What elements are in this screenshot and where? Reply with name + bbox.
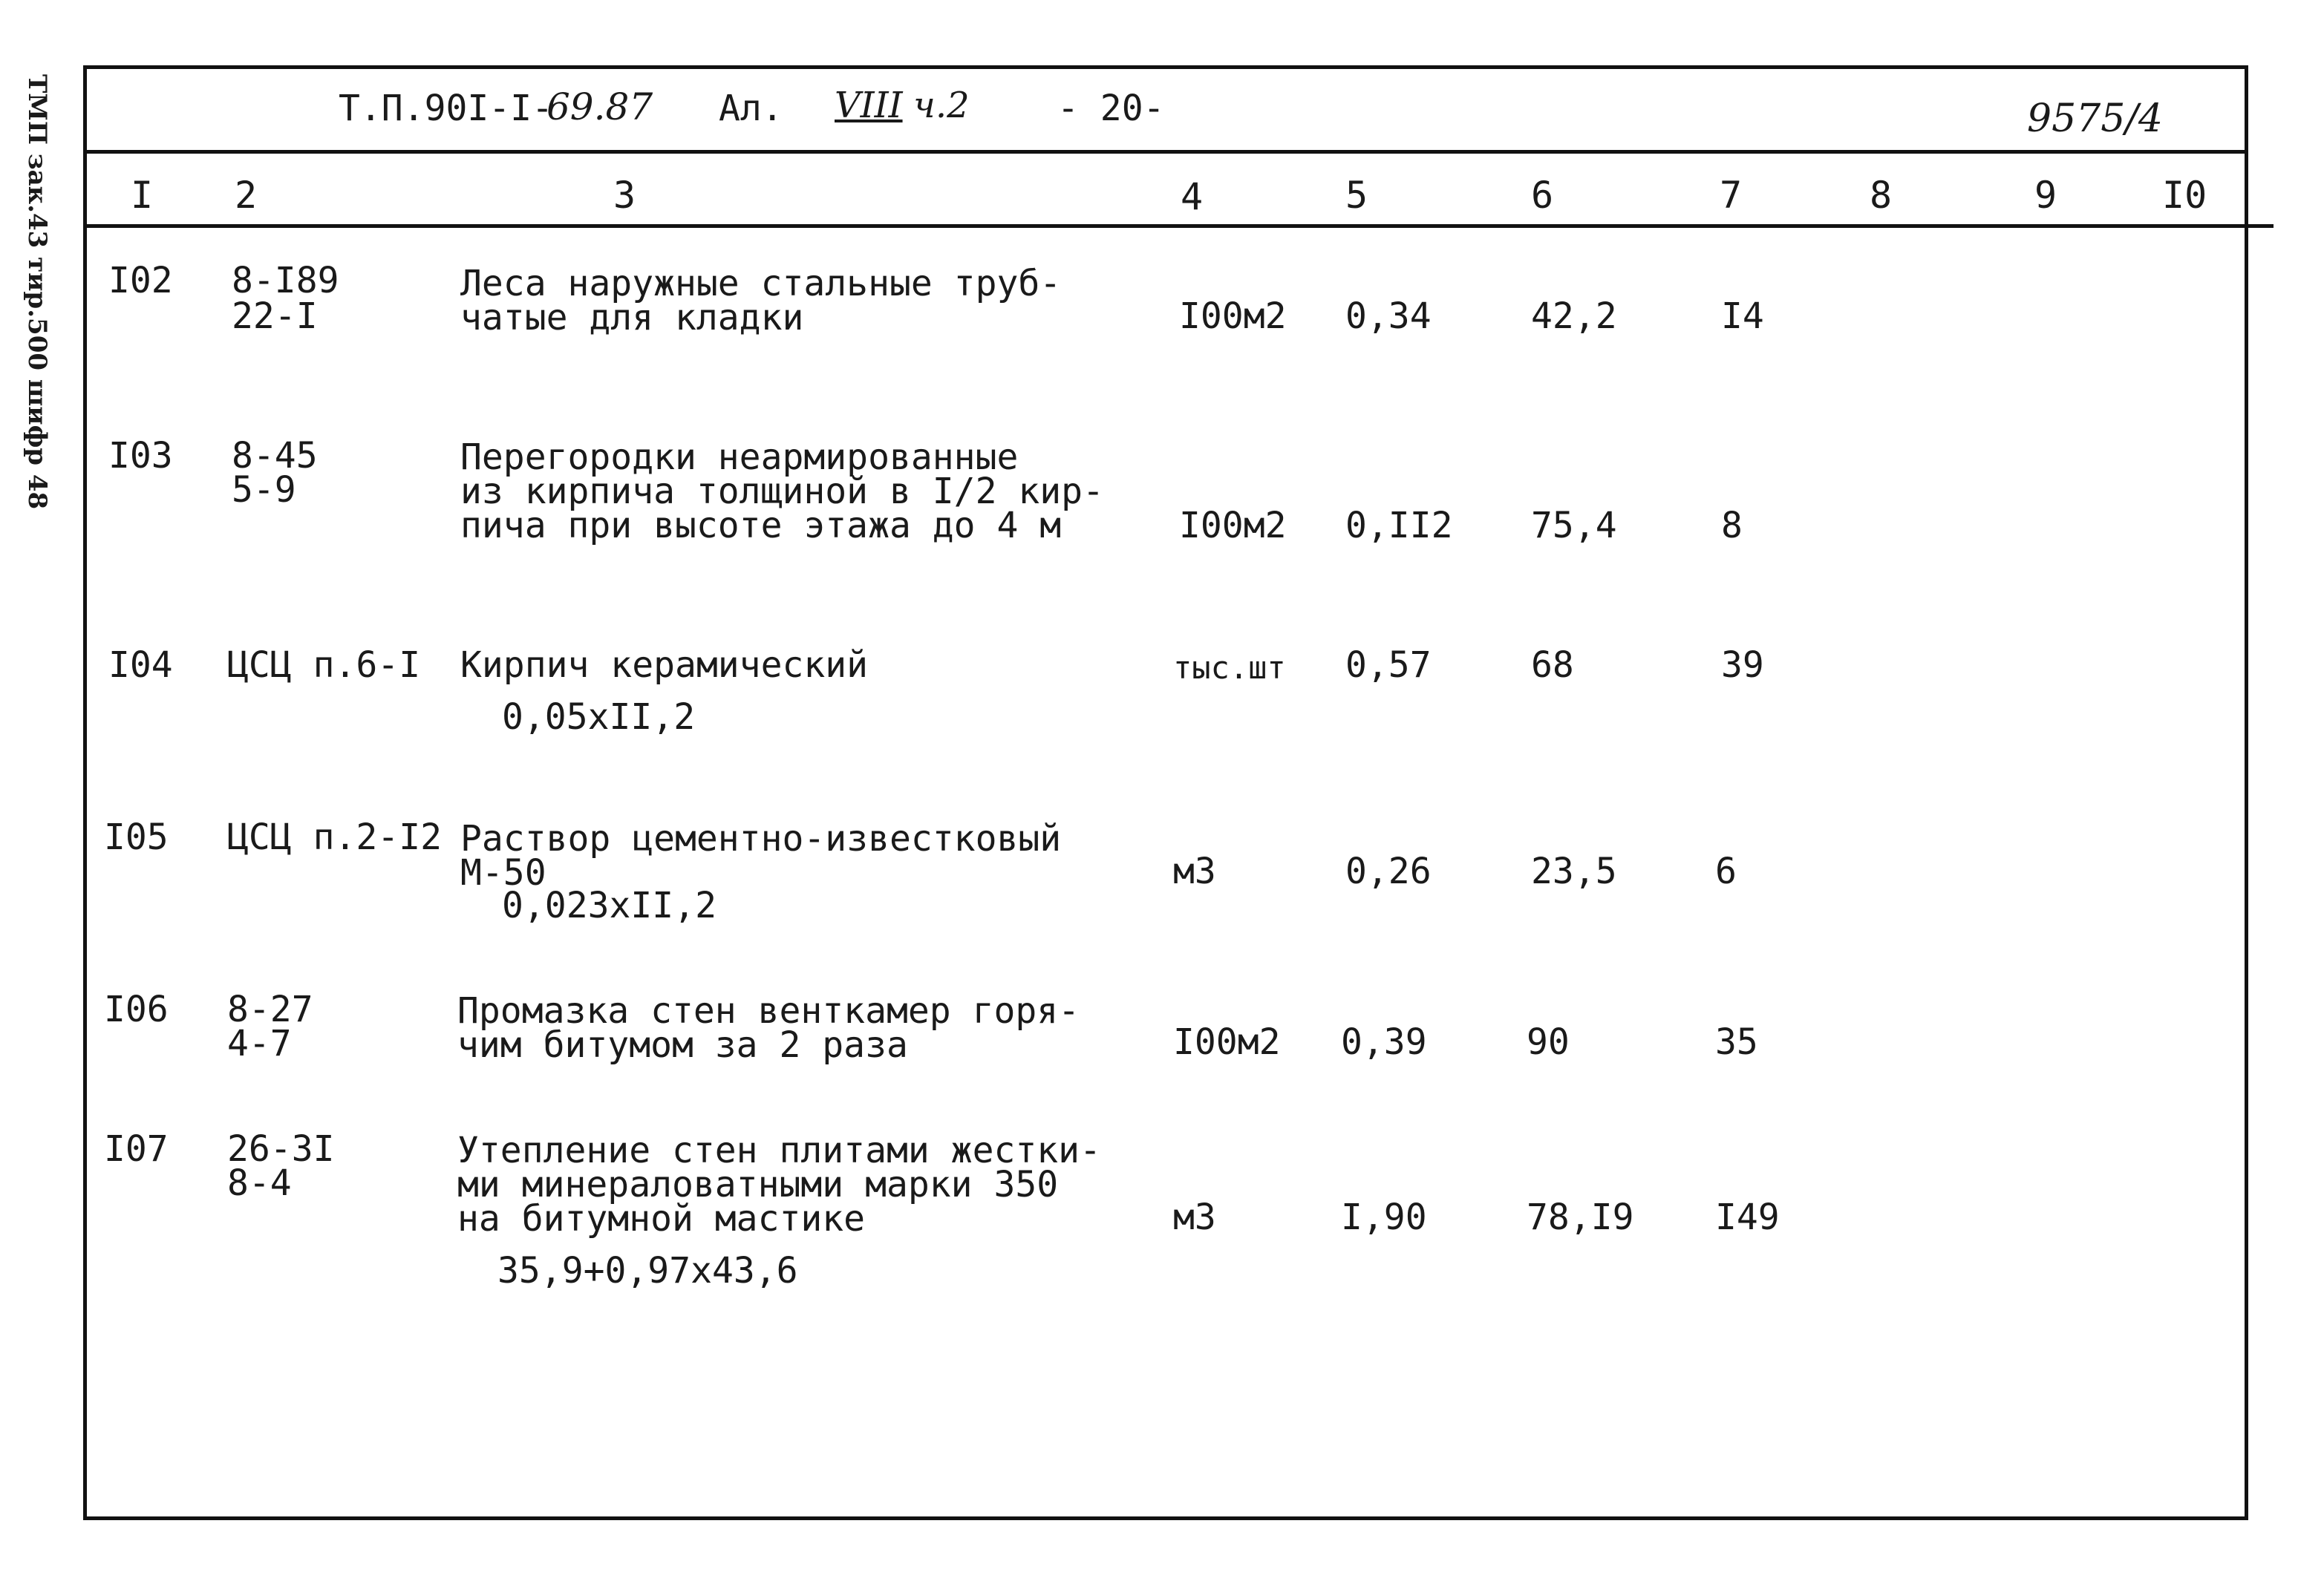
row-number: I05 [104,816,169,858]
column-header-7: 7 [1720,174,1743,217]
column-header-2: 2 [235,174,258,217]
row-number: I04 [108,644,173,686]
table-frame [83,65,2248,1520]
row-description-line: из кирпича толщиной в I/2 кир- [460,471,1104,512]
row-code-line: 22-I [232,295,318,337]
column-header-divider [83,224,2274,228]
row-formula: 0,023xII,2 [502,885,717,926]
row-quantity: 0,II2 [1345,505,1453,546]
row-number: I02 [108,260,173,301]
row-description-line: Утепление стен плитами жестки- [457,1130,1101,1171]
row-description-line: чатые для кладки [460,297,804,338]
row-price: 75,4 [1531,505,1617,546]
row-number: I03 [108,435,173,477]
row-code-line: ЦСЦ п.2-I2 [227,816,442,858]
row-code-line: ЦСЦ п.6-I [227,644,421,686]
row-description-line: Промазка стен венткамер горя- [457,990,1080,1032]
row-formula: 35,9+0,97x43,6 [497,1250,798,1292]
doc-ref-handwritten: 69.87 [546,85,653,128]
side-stamp [22,74,67,510]
album-label: Ал. [719,88,783,129]
row-total: 35 [1715,1021,1758,1063]
row-price: 23,5 [1531,851,1617,892]
row-description-line: ми минераловатными марки 350 [457,1164,1059,1205]
row-unit: м3 [1173,851,1216,892]
column-header-5: 5 [1345,174,1368,217]
column-header-4: 4 [1181,175,1204,218]
row-description-line: М-50 [460,852,546,894]
column-header-3: 3 [613,174,636,217]
row-unit: I00м2 [1179,505,1287,546]
row-description-line: пича при высоте этажа до 4 м [460,505,1062,546]
column-header-8: 8 [1870,174,1893,217]
row-description-line: Кирпич керамический [460,644,869,686]
row-total: I4 [1721,295,1764,337]
row-number: I06 [104,989,169,1030]
header-divider [83,150,2248,154]
side-stamp-text: ТМП зак.43 тир.500 шифр 48 [22,74,52,510]
row-formula: 0,05xII,2 [502,696,696,738]
row-code-line: 8-4 [227,1162,292,1204]
row-code-line: 5-9 [232,469,296,511]
row-quantity: 0,57 [1345,644,1432,686]
row-price: 68 [1531,644,1574,686]
row-description-line: Леса наружные стальные труб- [460,263,1062,304]
row-price: 78,I9 [1527,1197,1634,1238]
column-header-1: I [131,174,154,217]
row-total: 8 [1721,505,1743,546]
row-code-line: 4-7 [227,1023,292,1064]
row-unit: м3 [1173,1197,1216,1238]
row-description-line: Раствор цементно-известковый [460,818,1062,860]
album-number: VIII [835,85,903,126]
row-number: I07 [104,1128,169,1170]
page-number: - 20- [1057,88,1165,129]
row-description-line: чим битумом за 2 раза [457,1024,908,1066]
row-total: 39 [1721,644,1764,686]
row-price: 42,2 [1531,295,1617,337]
row-total: 6 [1715,851,1737,892]
row-code-line: 8-45 [232,435,318,477]
row-quantity: 0,26 [1345,851,1432,892]
column-header-9: 9 [2034,174,2057,217]
row-quantity: I,90 [1341,1197,1427,1238]
row-code-line: 8-27 [227,989,313,1030]
column-header-6: 6 [1531,174,1554,217]
row-unit: I00м2 [1173,1021,1281,1063]
row-total: I49 [1715,1197,1780,1238]
row-description-line: Перегородки неармированные [460,436,1019,478]
row-quantity: 0,34 [1345,295,1432,337]
inventory-number: 9575/4 [2027,96,2163,141]
row-price: 90 [1527,1021,1570,1063]
column-header-10: I0 [2162,174,2207,217]
row-unit: I00м2 [1179,295,1287,337]
row-quantity: 0,39 [1341,1021,1427,1063]
part-number: ч.2 [913,85,970,126]
row-unit: тыс.шт [1173,649,1286,686]
row-code-line: 26-3I [227,1128,335,1170]
doc-ref-prefix: Т.П.90I-I- [339,88,553,129]
row-code-line: 8-I89 [232,260,339,301]
row-description-line: на битумной мастике [457,1198,866,1240]
